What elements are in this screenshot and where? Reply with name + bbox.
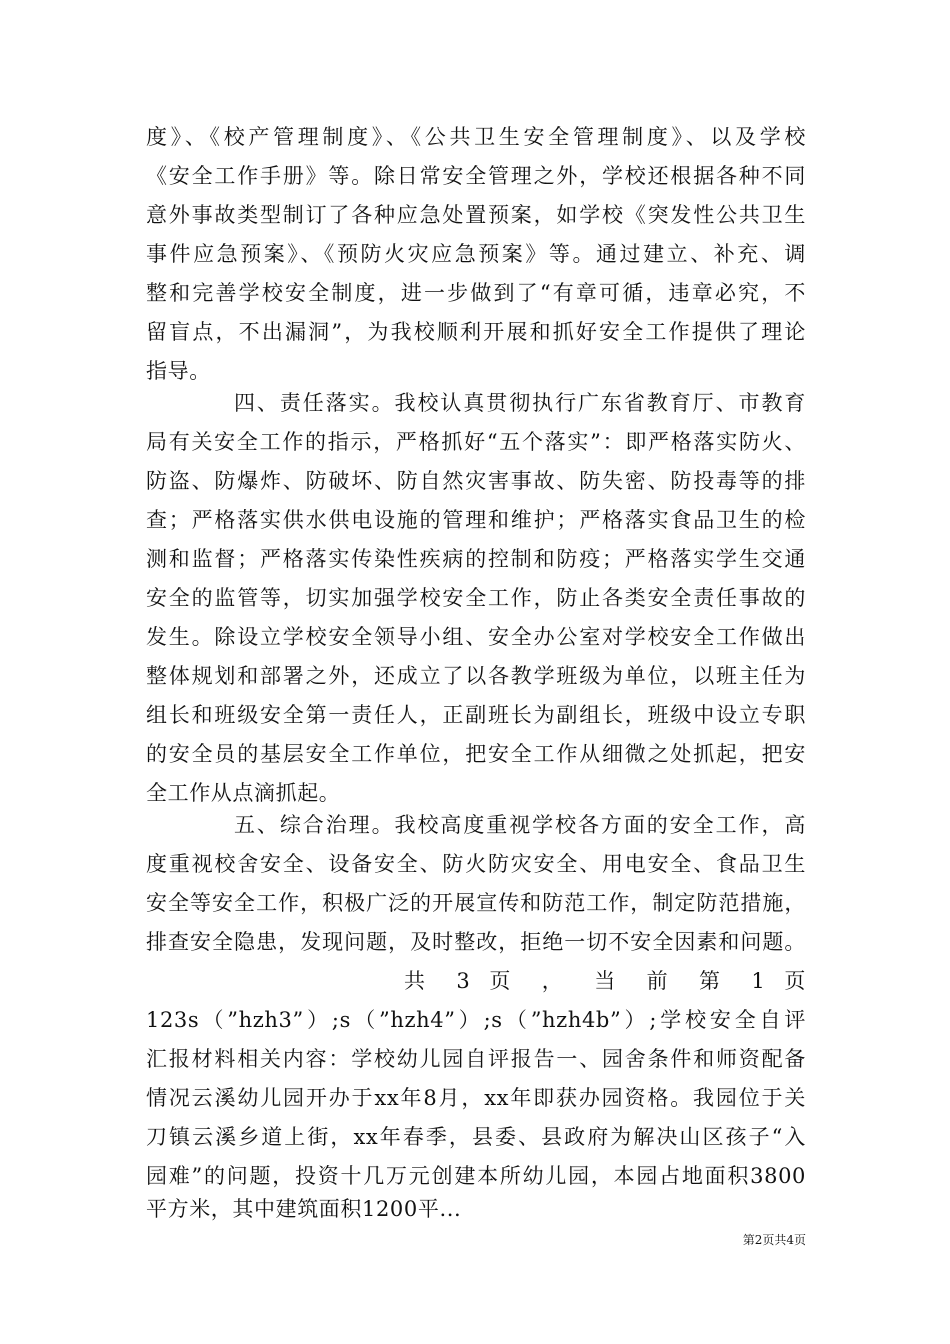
text-line: 整体规划和部署之外，还成立了以各教学班级为单位，以班主任为	[146, 664, 806, 688]
text-line: 的安全员的基层安全工作单位，把安全工作从细微之处抓起，把安	[146, 742, 806, 766]
paragraph-heading-line: 四、责任落实。我校认真贯彻执行广东省教育厅、市教育	[234, 391, 806, 415]
page-footer-info: 第2页共4页	[742, 1233, 806, 1247]
text-line: 组长和班级安全第一责任人，正副班长为副组长，班级中设立专职	[146, 703, 806, 727]
text-line: 《安全工作手册》等。除日常安全管理之外，学校还根据各种不同	[146, 164, 806, 188]
text-line: 安全的监管等，切实加强学校安全工作，防止各类安全责任事故的	[146, 586, 806, 610]
text-line: 防盗、防爆炸、防破坏、防自然灾害事故、防失密、防投毒等的排	[146, 469, 806, 493]
text-line: 情况云溪幼儿园开办于xx年8月，xx年即获办园资格。我园位于关	[146, 1086, 806, 1110]
text-line: 整和完善学校安全制度，进一步做到了“有章可循，违章必究，不	[146, 281, 806, 305]
text-line: 全工作从点滴抓起。	[146, 781, 341, 805]
text-line: 刀镇云溪乡道上街，xx年春季，县委、县政府为解决山区孩子“入	[146, 1125, 806, 1149]
text-line: 事件应急预案》、《预防火灾应急预案》等。通过建立、补充、调	[146, 242, 806, 266]
text-line: 留盲点，不出漏洞”，为我校顺利开展和抓好安全工作提供了理论	[146, 320, 806, 344]
text-line: 园难”的问题，投资十几万元创建本所幼儿园，本园占地面积3800	[146, 1164, 806, 1188]
text-line: 局有关安全工作的指示，严格抓好“五个落实”：即严格落实防火、	[146, 430, 806, 454]
text-line: 度》、《校产管理制度》、《公共卫生安全管理制度》、以及学校	[146, 125, 806, 149]
paragraph-heading-line: 五、综合治理。我校高度重视学校各方面的安全工作，高	[234, 813, 806, 837]
text-line: 测和监督；严格落实传染性疾病的控制和防疫；严格落实学生交通	[146, 547, 806, 571]
text-line: 汇报材料相关内容：学校幼儿园自评报告一、园舍条件和师资配备	[146, 1047, 806, 1071]
text-line: 度重视校舍安全、设备安全、防火防灾安全、用电安全、食品卫生	[146, 852, 806, 876]
text-line: 123s（”hzh3”）;s（”hzh4”）;s（”hzh4b”）;学校安全自评	[146, 1008, 806, 1032]
text-line: 安全等安全工作，积极广泛的开展宣传和防范工作，制定防范措施，	[146, 891, 806, 915]
page-counter-line: 共 3 页 ， 当 前 第 1 页	[404, 969, 806, 993]
text-line: 意外事故类型制订了各种应急处置预案，如学校《突发性公共卫生	[146, 203, 806, 227]
text-line: 排查安全隐患，发现问题，及时整改，拒绝一切不安全因素和问题。	[146, 930, 806, 954]
text-line: 平方米，其中建筑面积1200平...	[146, 1197, 462, 1221]
text-line: 发生。除设立学校安全领导小组、安全办公室对学校安全工作做出	[146, 625, 806, 649]
text-line: 查；严格落实供水供电设施的管理和维护；严格落实食品卫生的检	[146, 508, 806, 532]
text-line: 指导。	[146, 359, 211, 383]
